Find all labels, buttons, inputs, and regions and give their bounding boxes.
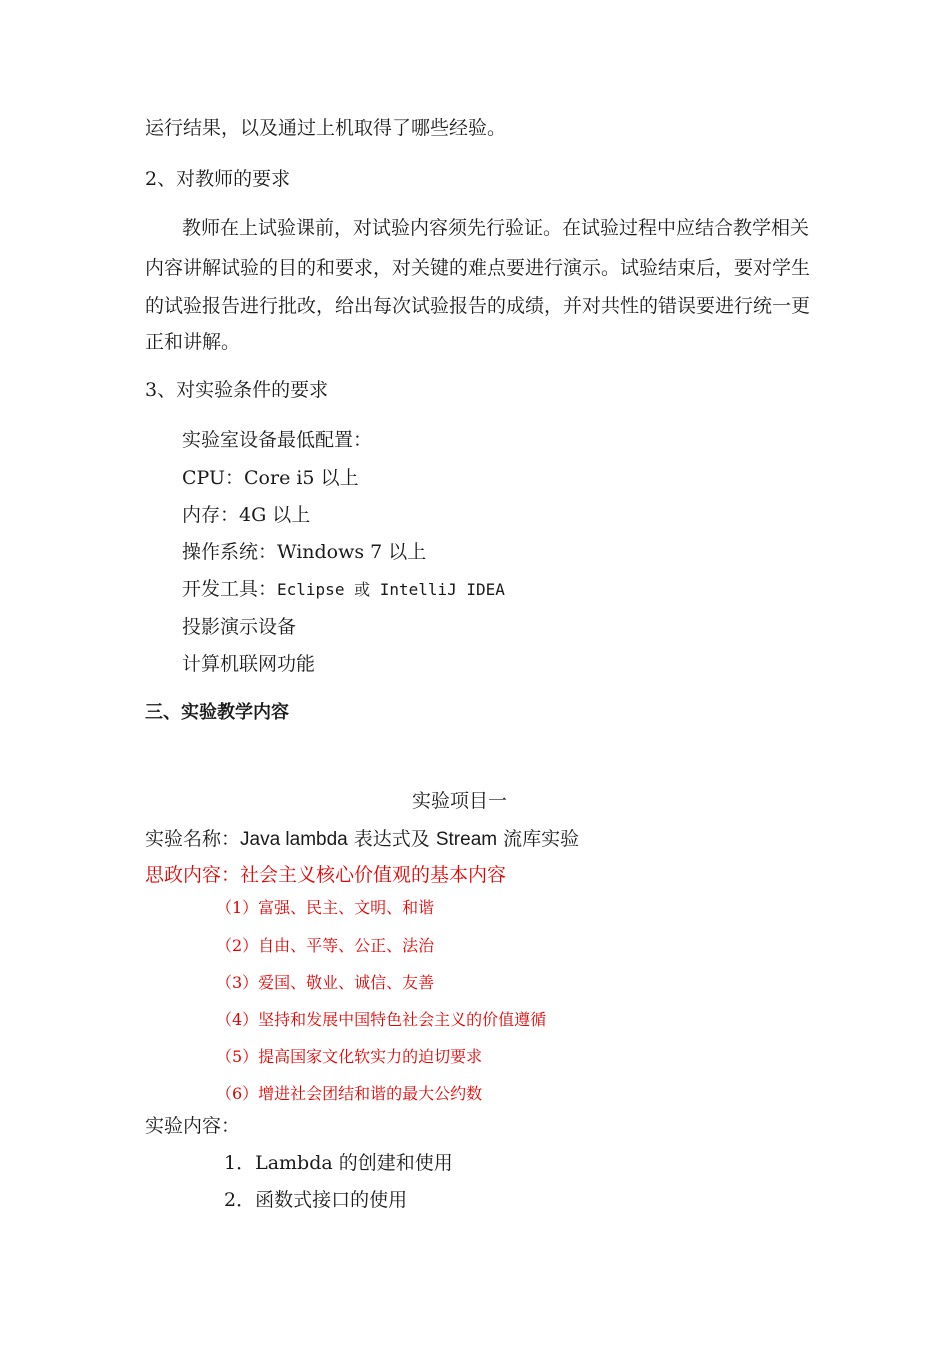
project-name-value-java: Java lambda [240, 829, 348, 850]
ideology-item-4: （4）坚持和发展中国特色社会主义的价值遵循 [216, 1010, 547, 1029]
config-cpu-value: Core i5 以上 [244, 467, 359, 489]
section-heading-teacher-requirements: 2、对教师的要求 [145, 168, 291, 190]
ideology-item-2: （2）自由、平等、公正、法治 [216, 936, 435, 955]
experiment-content-item-1: 1．Lambda 的创建和使用 [224, 1152, 453, 1174]
config-network: 计算机联网功能 [182, 653, 316, 675]
config-cpu [182, 466, 359, 490]
config-os-value: Windows 7 以上 [277, 541, 427, 563]
ideology-item-6: （6）增进社会团结和谐的最大公约数 [216, 1084, 483, 1103]
config-cpu-label: CPU： [182, 467, 245, 489]
ideology-item-3: （3）爱国、敬业、诚信、友善 [216, 973, 435, 992]
part-three-heading: 三、实验教学内容 [145, 702, 289, 723]
previous-paragraph-tail: 运行结果，以及通过上机取得了哪些经验。 [145, 117, 507, 139]
experiment-content-label: 实验内容： [145, 1115, 241, 1137]
project-name-label: 实验名称： [145, 828, 241, 850]
config-projector: 投影演示设备 [182, 616, 297, 638]
teacher-paragraph-line-2: 内容讲解试验的目的和要求，对关键的难点要进行演示。试验结束后，要对学生 [145, 257, 811, 279]
project-name [145, 827, 579, 852]
project-title: 实验项目一 [412, 790, 508, 812]
config-dev-tools [182, 577, 505, 602]
section-heading-lab-conditions: 3、对实验条件的要求 [145, 379, 329, 401]
project-name-value-lib: 流库实验 [503, 828, 580, 850]
experiment-content-item-2: 2．函数式接口的使用 [224, 1189, 408, 1211]
lab-config-intro: 实验室设备最低配置： [182, 429, 373, 451]
config-os [182, 540, 426, 564]
teacher-paragraph-line-4: 正和讲解。 [145, 331, 241, 353]
config-memory: 内存：4G 以上 [182, 504, 311, 526]
ideology-content-label: 思政内容：社会主义核心价值观的基本内容 [145, 864, 507, 886]
config-os-label: 操作系统： [182, 541, 278, 563]
teacher-paragraph-line-3: 的试验报告进行批改，给出每次试验报告的成绩，并对共性的错误要进行统一更 [145, 295, 811, 317]
ideology-item-1: （1）富强、民主、文明、和谐 [216, 898, 435, 917]
project-name-value-expr: 表达式及 [353, 828, 430, 850]
project-name-value-stream: Stream [435, 829, 498, 850]
config-dev-tools-label: 开发工具： [182, 578, 278, 600]
config-dev-tools-value: Eclipse 或 IntelliJ IDEA [277, 580, 505, 599]
teacher-paragraph-line-1: 教师在上试验课前，对试验内容须先行验证。在试验过程中应结合教学相关 [182, 217, 810, 239]
ideology-item-5: （5）提高国家文化软实力的迫切要求 [216, 1047, 483, 1066]
